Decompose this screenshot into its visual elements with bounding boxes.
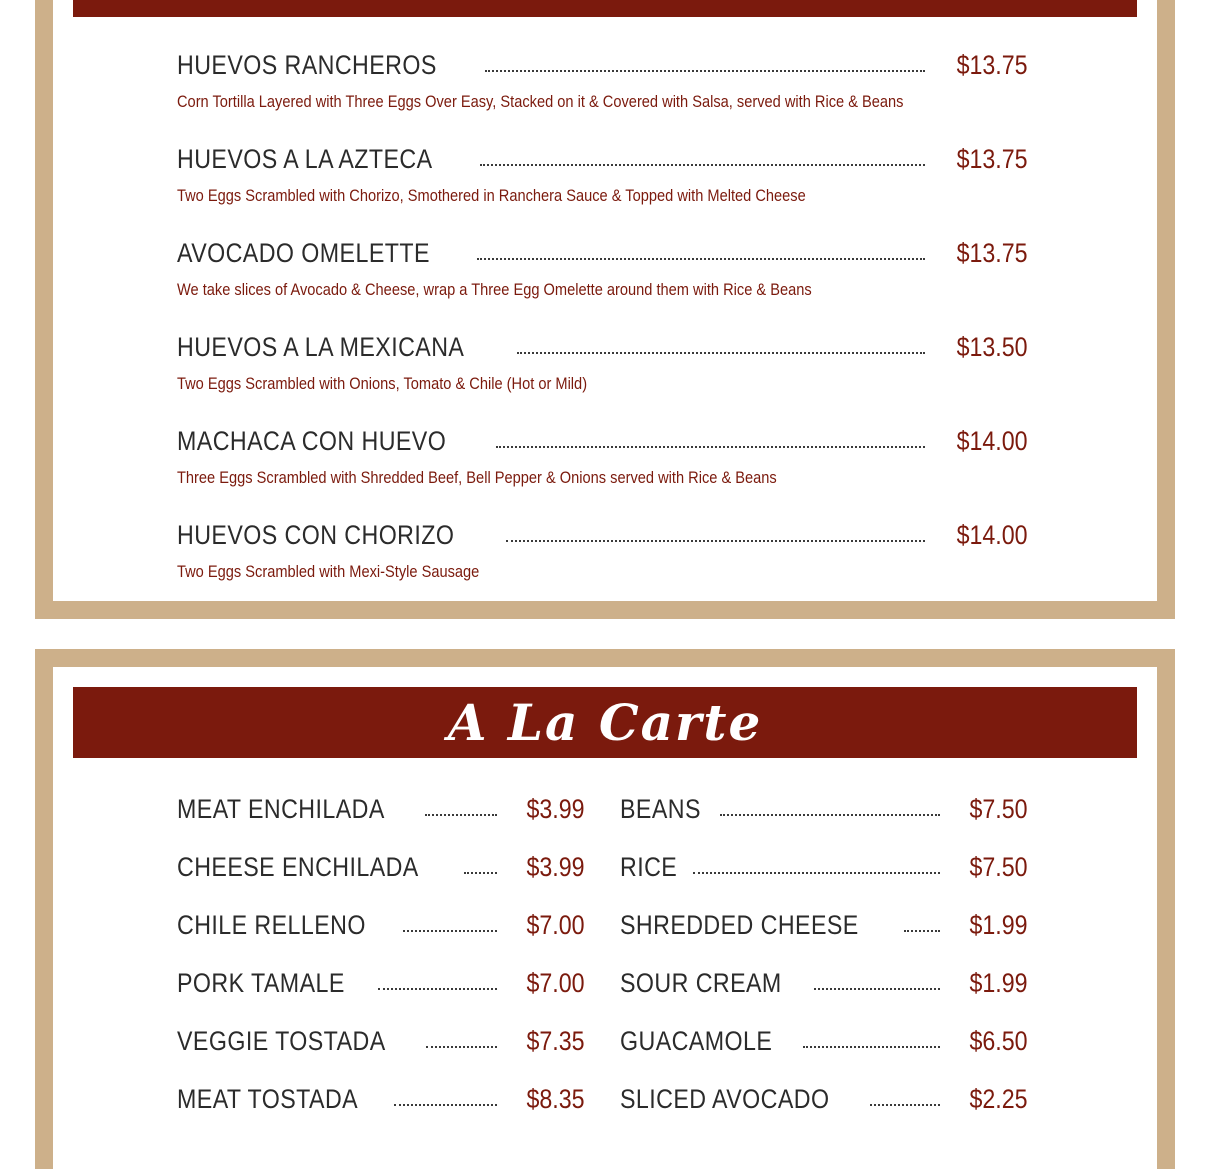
dot-leader [378,987,497,990]
dot-leader [803,1045,940,1048]
a-la-carte-banner [73,687,1137,758]
menu-item-price: $14.00 [956,520,1028,550]
dot-leader [720,813,940,816]
dot-leader [403,929,498,932]
dot-leader [394,1103,498,1106]
menu-item-name: VEGGIE TOSTADA [177,1026,386,1056]
menu-item-name: CHILE RELLENO [177,910,366,940]
breakfast-section-frame [35,0,1175,619]
dot-leader [426,1045,498,1048]
menu-item-description: Three Eggs Scrambled with Shredded Beef, Bell Pepper & Onions served with Rice & Beans [177,468,777,487]
menu-item-name: SLICED AVOCADO [620,1084,830,1114]
menu-item-name: HUEVOS CON CHORIZO [177,520,455,550]
breakfast-section-panel [53,0,1157,601]
menu-item-price: $7.50 [969,794,1028,824]
menu-item-price: $2.25 [969,1084,1028,1114]
menu-item-name: GUACAMOLE [620,1026,773,1056]
dot-leader [517,351,925,354]
dot-leader [693,871,941,874]
menu-item [177,842,585,882]
dot-leader [477,257,925,260]
dot-leader [496,445,925,448]
menu-item [620,1074,1028,1114]
menu-item [177,228,1028,300]
menu-item [177,510,1028,582]
menu-item [177,416,1028,488]
menu-item-price: $14.00 [956,426,1028,456]
menu-item [620,842,1028,882]
menu-item-name: HUEVOS A LA AZTECA [177,144,433,174]
menu-item [177,958,585,998]
menu-item-name: HUEVOS A LA MEXICANA [177,332,465,362]
menu-item-price: $13.50 [956,332,1028,362]
menu-item-name: HUEVOS RANCHEROS [177,50,437,80]
dot-leader [425,813,498,816]
a-la-carte-section-frame [35,649,1175,1169]
menu-item [177,900,585,940]
menu-item-price: $6.50 [969,1026,1028,1056]
menu-item [177,322,1028,394]
menu-item-price: $3.99 [526,794,585,824]
menu-item-description: We take slices of Avocado & Cheese, wrap a Three Egg Omelette around them with Rice & Beans [177,280,812,299]
dot-leader [464,871,497,874]
menu-item-description: Two Eggs Scrambled with Mexi-Style Sausage [177,562,480,581]
menu-item-price: $13.75 [956,144,1028,174]
dot-leader [506,539,926,542]
menu-item [620,1016,1028,1056]
dot-leader [904,929,941,932]
menu-item-price: $7.35 [526,1026,585,1056]
menu-item-price: $7.00 [526,910,585,940]
menu-item [177,784,585,824]
menu-item-name: AVOCADO OMELETTE [177,238,430,268]
menu-item-name: PORK TAMALE [177,968,345,998]
menu-item-price: $1.99 [969,968,1028,998]
menu-item [620,900,1028,940]
dot-leader [480,163,925,166]
menu-item-description: Corn Tortilla Layered with Three Eggs Over Easy, Stacked on it & Covered with Salsa, served with Rice & Beans [177,92,904,111]
a-la-carte-section-panel [53,667,1157,1169]
menu-item-name: MEAT TOSTADA [177,1084,359,1114]
dot-leader [485,69,925,72]
menu-item-name: SOUR CREAM [620,968,782,998]
menu-item-price: $13.75 [956,238,1028,268]
menu-item [177,1016,585,1056]
dot-leader [870,1103,941,1106]
menu-item-description: Two Eggs Scrambled with Onions, Tomato & Chile (Hot or Mild) [177,374,588,393]
menu-item-name: BEANS [620,794,701,824]
menu-item-price: $7.00 [526,968,585,998]
menu-item [177,134,1028,206]
menu-item-price: $7.50 [969,852,1028,882]
menu-item [177,1074,585,1114]
menu-item [620,784,1028,824]
section-title: A La Carte [447,693,763,752]
menu-item-price: $13.75 [956,50,1028,80]
menu-item-name: MEAT ENCHILADA [177,794,385,824]
menu-item-name: SHREDDED CHEESE [620,910,859,940]
breakfast-section-banner [73,0,1137,17]
menu-item-price: $8.35 [526,1084,585,1114]
menu-item-name: CHEESE ENCHILADA [177,852,419,882]
menu-item [177,40,1028,112]
menu-item-name: RICE [620,852,678,882]
menu-item-description: Two Eggs Scrambled with Chorizo, Smothered in Ranchera Sauce & Topped with Melted Cheese [177,186,806,205]
menu-item-price: $3.99 [526,852,585,882]
menu-item-name: MACHACA CON HUEVO [177,426,447,456]
dot-leader [814,987,940,990]
menu-item-price: $1.99 [969,910,1028,940]
menu-item [620,958,1028,998]
